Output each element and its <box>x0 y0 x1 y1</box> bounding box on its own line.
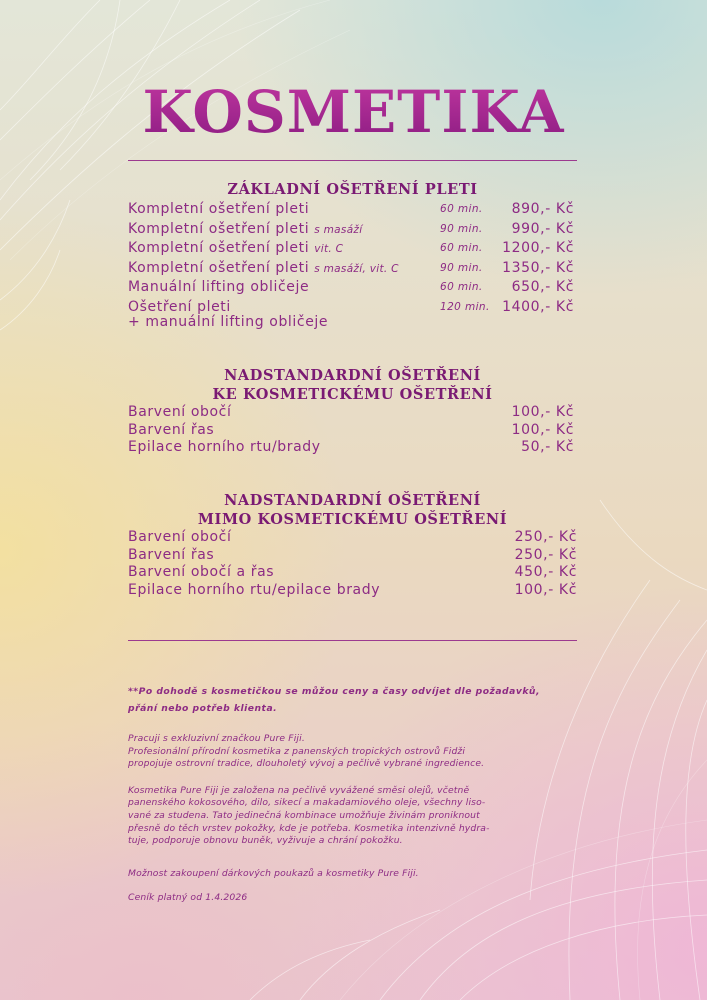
agreement-note: **Po dohodě s kosmetičkou se můžou ceny a časy odvíjet dle požadavků, přání nebo potřeb klienta. <box>128 686 540 714</box>
treatment-price: 250,- Kč <box>514 529 577 545</box>
section-heading: MIMO KOSMETICKÉMU OŠETŘENÍ <box>197 511 508 528</box>
treatment-price: 250,- Kč <box>514 546 577 563</box>
voucher-note: Možnost zakoupení dárkových poukazů a kosmetiky Pure Fiji. <box>128 867 419 879</box>
treatment-price: 890,- Kč <box>511 201 574 217</box>
treatment-duration: 120 min. <box>440 300 490 313</box>
treatment-price: 1400,- Kč <box>502 298 574 315</box>
price-row <box>128 404 577 422</box>
divider-top <box>128 160 577 161</box>
brand-note: Pracuji s exkluzivní značkou Pure Fiji. Profesionální přírodní kosmetika z panenských tropických ostrovů Fidži propojuje ostrovní tradice, dlouholetý vývoj a pečlivě vybrané ingredience. <box>128 733 485 770</box>
treatment-price: 650,- Kč <box>511 279 574 295</box>
treatment-name-continued: + manuální lifting obličeje <box>128 313 329 330</box>
price-row <box>128 279 577 299</box>
treatment-name: Kompletní ošetření pleti s masáží, vit. C <box>128 259 399 276</box>
treatment-name: Barvení obočí <box>128 529 232 545</box>
treatment-name: Barvení řas <box>128 421 215 438</box>
price-row <box>128 529 577 547</box>
treatment-name: Kompletní ošetření pleti s masáží <box>128 220 363 237</box>
page-title: KOSMETIKA <box>0 78 707 146</box>
treatment-name: Kompletní ošetření pleti <box>128 201 310 217</box>
treatment-name: Epilace horního rtu/epilace brady <box>128 581 381 598</box>
treatment-name: Barvení obočí a řas <box>128 564 275 580</box>
treatment-price: 450,- Kč <box>514 564 577 580</box>
section-heading: KE KOSMETICKÉMU OŠETŘENÍ <box>212 386 493 403</box>
treatment-name: Kompletní ošetření pleti vit. C <box>128 240 344 256</box>
section-heading: ZÁKLADNÍ OŠETŘENÍ PLETI <box>227 181 478 198</box>
description-note: Kosmetika Pure Fiji je založena na pečlivě vyvážené směsi olejů, včetně panenského kokosového, dilo, sikecí a makadamiového oleje, všechny liso- vané za studena. Tato jedinečná kombinace umožňuje živinám proniknout přesně do těch vrstev pokožky, kde je potřeba. Kosmetika intenzivně hydra- tuje, podporuje obnovu buněk, vyživuje a chrání pokožku. <box>128 784 490 847</box>
section-heading: NADSTANDARDNÍ OŠETŘENÍ <box>224 367 481 384</box>
section-extra-with <box>128 366 577 457</box>
price-row <box>128 582 577 600</box>
treatment-price: 100,- Kč <box>511 404 574 420</box>
treatment-name: Manuální lifting obličeje <box>128 279 310 295</box>
section-heading: NADSTANDARDNÍ OŠETŘENÍ <box>224 492 481 509</box>
price-row <box>128 564 577 582</box>
treatment-duration: 60 min. <box>440 281 483 293</box>
treatment-price: 100,- Kč <box>514 581 577 598</box>
validity-note: Ceník platný od 1.4.2026 <box>128 892 248 904</box>
price-row <box>128 422 577 440</box>
treatment-duration: 60 min. <box>440 242 483 254</box>
price-row <box>128 201 577 221</box>
price-row <box>128 260 577 280</box>
treatment-name: Epilace horního rtu/brady <box>128 439 321 455</box>
treatment-name: Ošetření pleti <box>128 298 231 315</box>
price-row <box>128 240 577 260</box>
treatment-price: 1200,- Kč <box>502 240 574 256</box>
treatment-price: 100,- Kč <box>511 421 574 438</box>
price-row <box>128 547 577 565</box>
treatment-duration: 90 min. <box>440 261 483 274</box>
price-row <box>128 439 577 457</box>
divider-bottom <box>128 640 577 641</box>
section-extra-without <box>128 491 577 599</box>
treatment-name: Barvení obočí <box>128 404 232 420</box>
treatment-duration: 60 min. <box>440 203 483 215</box>
price-row <box>128 221 577 241</box>
treatment-price: 1350,- Kč <box>502 259 574 276</box>
treatment-price: 990,- Kč <box>511 220 574 237</box>
treatment-price: 50,- Kč <box>521 439 574 455</box>
notes-block <box>128 683 580 905</box>
section-basic <box>128 180 577 335</box>
price-row <box>128 299 577 335</box>
treatment-name: Barvení řas <box>128 546 215 563</box>
treatment-duration: 90 min. <box>440 222 483 235</box>
